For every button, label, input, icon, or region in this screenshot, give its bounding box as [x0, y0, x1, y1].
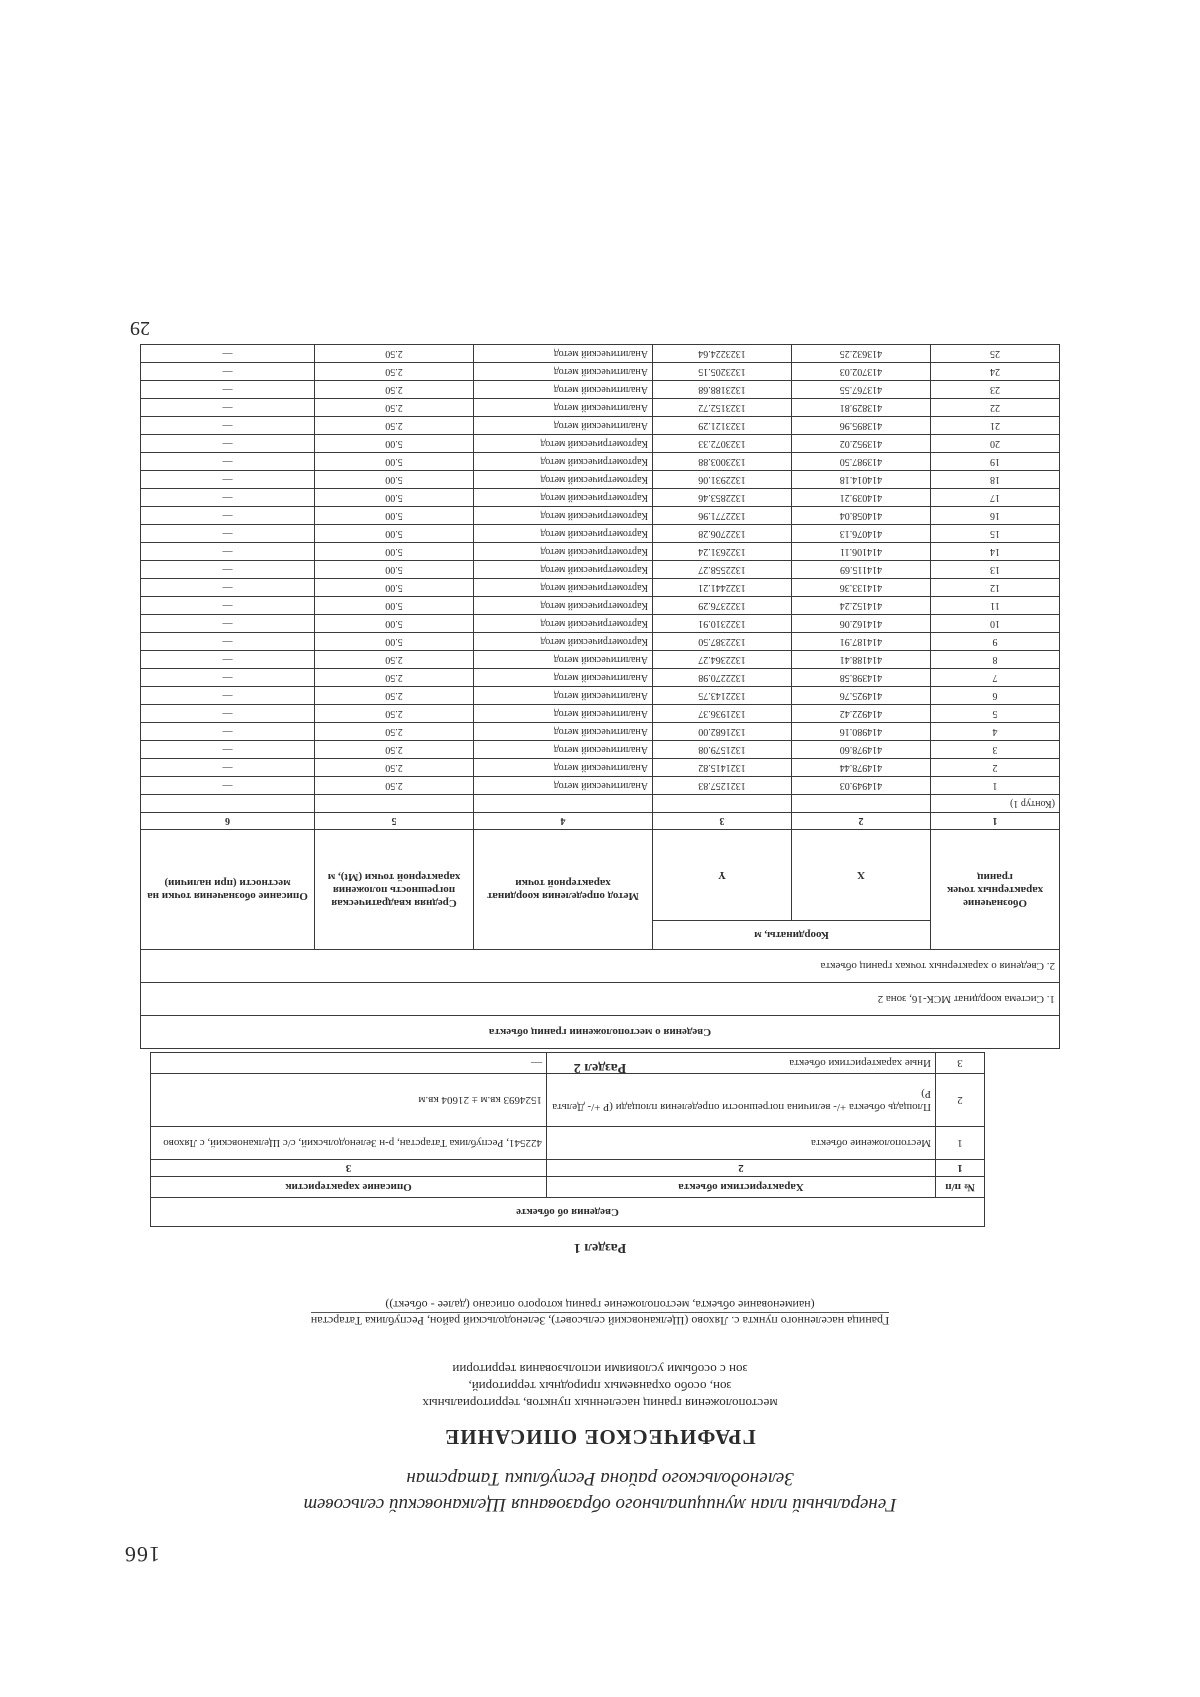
point-x: 414039.21 — [792, 489, 931, 507]
document-title: ГРАФИЧЕСКОЕ ОПИСАНИЕ — [444, 1425, 756, 1449]
table-row — [141, 579, 1060, 597]
row-characteristic: Местоположение объекта — [547, 1127, 936, 1160]
point-method: Картометрический метод — [474, 435, 653, 453]
table1-col-number: 1 — [936, 1160, 985, 1177]
point-y: 1323003.88 — [653, 453, 792, 471]
point-x: 414398.58 — [792, 669, 931, 687]
point-description: — — [141, 435, 315, 453]
row-number: 2 — [936, 1074, 985, 1127]
point-accuracy: 5.00 — [315, 615, 474, 633]
table-row — [141, 507, 1060, 525]
table-row — [141, 741, 1060, 759]
point-x: 414152.24 — [792, 597, 931, 615]
point-method: Картометрический метод — [474, 615, 653, 633]
header-accuracy: Средняя квадратическая погрешность положения характерной точки (Mt), м — [315, 830, 474, 950]
table-row — [141, 561, 1060, 579]
point-method: Картометрический метод — [474, 453, 653, 471]
point-accuracy: 5.00 — [315, 597, 474, 615]
point-description: — — [141, 345, 315, 363]
point-x: 413767.55 — [792, 381, 931, 399]
point-number: 9 — [931, 633, 1060, 651]
point-description: — — [141, 363, 315, 381]
point-method: Картометрический метод — [474, 597, 653, 615]
object-info-table — [150, 1052, 985, 1227]
point-x: 414949.03 — [792, 777, 931, 795]
table2-col-number: 5 — [315, 813, 474, 830]
point-method: Аналитический метод — [474, 399, 653, 417]
page-number-bottom: 29 — [130, 317, 150, 339]
document-subtitle — [150, 1361, 1050, 1412]
header-method: Метод определения координат характерной точки — [474, 830, 653, 950]
point-method: Картометрический метод — [474, 561, 653, 579]
point-y: 1322387.50 — [653, 633, 792, 651]
point-number: 15 — [931, 525, 1060, 543]
point-x: 414922.42 — [792, 705, 931, 723]
row-characteristic: Иные характеристики объекта — [547, 1053, 936, 1074]
table-row — [151, 1074, 985, 1127]
point-number: 6 — [931, 687, 1060, 705]
point-accuracy: 2.50 — [315, 399, 474, 417]
point-description: — — [141, 507, 315, 525]
point-x: 414076.13 — [792, 525, 931, 543]
point-x: 414188.41 — [792, 651, 931, 669]
header-y: Y — [653, 830, 792, 921]
header-point-designation: Обозначение характерных точек границ — [931, 830, 1060, 950]
point-x: 414978.44 — [792, 759, 931, 777]
point-y: 1322771.96 — [653, 507, 792, 525]
point-y: 1322376.29 — [653, 597, 792, 615]
object-note: (наименование объекта, местоположение границ которого описано (далее - объект)) — [385, 1298, 815, 1312]
point-x: 413952.02 — [792, 435, 931, 453]
table-row — [141, 453, 1060, 471]
table-row — [141, 363, 1060, 381]
table-row — [141, 651, 1060, 669]
point-number: 16 — [931, 507, 1060, 525]
row-description: 1524693 кв.м ± 21604 кв.м — [151, 1074, 547, 1127]
point-x: 414187.91 — [792, 633, 931, 651]
table-row — [141, 597, 1060, 615]
point-description: — — [141, 597, 315, 615]
points-info-line: 2. Сведения о характерных точках границ объекта — [141, 950, 1060, 983]
point-number: 20 — [931, 435, 1060, 453]
table1-header-number: № п/п — [936, 1177, 985, 1198]
table1-col-number: 3 — [151, 1160, 547, 1177]
point-number: 12 — [931, 579, 1060, 597]
point-x: 414162.06 — [792, 615, 931, 633]
table2-col-number: 3 — [653, 813, 792, 830]
point-accuracy: 2.50 — [315, 669, 474, 687]
point-y: 1323152.72 — [653, 399, 792, 417]
point-number: 22 — [931, 399, 1060, 417]
document-header — [150, 1465, 1050, 1517]
point-accuracy: 5.00 — [315, 471, 474, 489]
section-2-title: Раздел 2 — [573, 1060, 627, 1075]
point-method: Аналитический метод — [474, 759, 653, 777]
point-description: — — [141, 543, 315, 561]
point-y: 1322706.28 — [653, 525, 792, 543]
point-description: — — [141, 651, 315, 669]
point-y: 1322364.27 — [653, 651, 792, 669]
table-row — [141, 633, 1060, 651]
table-row — [141, 345, 1060, 363]
table2-col-number: 4 — [474, 813, 653, 830]
point-y: 1321415.82 — [653, 759, 792, 777]
point-description: — — [141, 687, 315, 705]
point-method: Картометрический метод — [474, 489, 653, 507]
table-row — [141, 435, 1060, 453]
table-row — [141, 759, 1060, 777]
point-method: Аналитический метод — [474, 741, 653, 759]
table1-col-number: 2 — [547, 1160, 936, 1177]
point-method: Аналитический метод — [474, 417, 653, 435]
table-row — [141, 381, 1060, 399]
point-x: 414978.60 — [792, 741, 931, 759]
point-description: — — [141, 759, 315, 777]
page-number-top: 166 — [124, 1542, 160, 1567]
point-accuracy: 2.50 — [315, 723, 474, 741]
point-x: 413987.50 — [792, 453, 931, 471]
table-row — [141, 705, 1060, 723]
row-characteristic: Площадь объекта +/- величина погрешности определения площади (Р +/- Дельта Р) — [547, 1074, 936, 1127]
point-x: 413632.25 — [792, 345, 931, 363]
table-row — [141, 669, 1060, 687]
point-number: 8 — [931, 651, 1060, 669]
point-y: 1322931.06 — [653, 471, 792, 489]
coordinate-system-line: 1. Система координат МСК-16, зона 2 — [141, 983, 1060, 1016]
point-method: Картометрический метод — [474, 507, 653, 525]
table2-col-number: 2 — [792, 813, 931, 830]
point-number: 10 — [931, 615, 1060, 633]
header-description: Описание обозначения точки на местности (при наличии) — [141, 830, 315, 950]
point-accuracy: 5.00 — [315, 489, 474, 507]
point-description: — — [141, 525, 315, 543]
point-number: 11 — [931, 597, 1060, 615]
point-description: — — [141, 723, 315, 741]
point-description: — — [141, 615, 315, 633]
point-number: 5 — [931, 705, 1060, 723]
point-number: 18 — [931, 471, 1060, 489]
point-description: — — [141, 453, 315, 471]
point-accuracy: 5.00 — [315, 561, 474, 579]
point-method: Аналитический метод — [474, 777, 653, 795]
point-method: Аналитический метод — [474, 345, 653, 363]
table2-col-number: 6 — [141, 813, 315, 830]
point-y: 1322853.46 — [653, 489, 792, 507]
point-description: — — [141, 669, 315, 687]
point-description: — — [141, 471, 315, 489]
point-x: 414980.16 — [792, 723, 931, 741]
point-accuracy: 5.00 — [315, 633, 474, 651]
point-x: 413702.03 — [792, 363, 931, 381]
point-y: 1321682.00 — [653, 723, 792, 741]
header-x: X — [792, 830, 931, 921]
point-accuracy: 2.50 — [315, 363, 474, 381]
point-number: 1 — [931, 777, 1060, 795]
point-accuracy: 5.00 — [315, 507, 474, 525]
point-description: — — [141, 777, 315, 795]
point-description: — — [141, 633, 315, 651]
point-method: Аналитический метод — [474, 651, 653, 669]
point-y: 1321936.37 — [653, 705, 792, 723]
subtitle-line-1: местоположения границ населенных пунктов, территориальных — [422, 1396, 778, 1411]
table-row — [141, 543, 1060, 561]
points-body — [141, 345, 1060, 795]
header-coordinates: Координаты, м — [653, 921, 931, 950]
point-y: 1322631.24 — [653, 543, 792, 561]
row-number: 3 — [936, 1053, 985, 1074]
point-accuracy: 2.50 — [315, 381, 474, 399]
point-accuracy: 2.50 — [315, 687, 474, 705]
point-description: — — [141, 489, 315, 507]
point-number: 4 — [931, 723, 1060, 741]
point-accuracy: 5.00 — [315, 543, 474, 561]
table1-header-characteristic: Характеристики объекта — [547, 1177, 936, 1198]
point-x: 414058.04 — [792, 507, 931, 525]
point-number: 2 — [931, 759, 1060, 777]
point-description: — — [141, 705, 315, 723]
row-description: — — [151, 1053, 547, 1074]
point-method: Аналитический метод — [474, 381, 653, 399]
boundary-points-table — [140, 344, 1060, 1049]
point-y: 1322270.98 — [653, 669, 792, 687]
object-line: Граница населенного пункта с. Ляхово (Щелкановский сельсовет), Зеленодольский район, Республика Татарстан — [310, 1314, 890, 1328]
point-accuracy: 5.00 — [315, 453, 474, 471]
point-number: 21 — [931, 417, 1060, 435]
table1-caption: Сведения об объекте — [151, 1198, 985, 1227]
point-method: Аналитический метод — [474, 723, 653, 741]
point-method: Аналитический метод — [474, 687, 653, 705]
table-row — [141, 489, 1060, 507]
point-number: 23 — [931, 381, 1060, 399]
point-y: 1322310.91 — [653, 615, 792, 633]
table2-col-number: 1 — [931, 813, 1060, 830]
point-y: 1321579.08 — [653, 741, 792, 759]
point-accuracy: 5.00 — [315, 525, 474, 543]
point-x: 414014.18 — [792, 471, 931, 489]
point-y: 1322143.75 — [653, 687, 792, 705]
point-y: 1322441.21 — [653, 579, 792, 597]
point-number: 3 — [931, 741, 1060, 759]
point-accuracy: 2.50 — [315, 345, 474, 363]
point-method: Аналитический метод — [474, 363, 653, 381]
point-x: 413829.81 — [792, 399, 931, 417]
point-accuracy: 2.50 — [315, 741, 474, 759]
point-y: 1321257.83 — [653, 777, 792, 795]
row-description: 422541, Республика Татарстан, р-н Зеленодольский, с/с Щелкановский, с Ляхово — [151, 1127, 547, 1160]
point-y: 1323121.29 — [653, 417, 792, 435]
point-method: Аналитический метод — [474, 669, 653, 687]
table1-header-description: Описание характеристик — [151, 1177, 547, 1198]
point-accuracy: 5.00 — [315, 435, 474, 453]
header-line-1: Генеральный план муниципального образования Щелкановский сельсовет — [303, 1494, 897, 1515]
point-x: 414115.69 — [792, 561, 931, 579]
point-method: Аналитический метод — [474, 705, 653, 723]
point-y: 1323188.68 — [653, 381, 792, 399]
point-method: Картометрический метод — [474, 543, 653, 561]
point-accuracy: 2.50 — [315, 777, 474, 795]
table-row — [141, 417, 1060, 435]
point-description: — — [141, 417, 315, 435]
table-row — [141, 777, 1060, 795]
point-x: 414106.11 — [792, 543, 931, 561]
point-x: 414925.76 — [792, 687, 931, 705]
point-number: 17 — [931, 489, 1060, 507]
subtitle-line-2: зон, особо охраняемых природных территорий, — [468, 1379, 732, 1394]
point-number: 25 — [931, 345, 1060, 363]
point-description: — — [141, 399, 315, 417]
point-accuracy: 2.50 — [315, 759, 474, 777]
point-number: 13 — [931, 561, 1060, 579]
point-accuracy: 2.50 — [315, 705, 474, 723]
point-number: 7 — [931, 669, 1060, 687]
point-y: 1322558.27 — [653, 561, 792, 579]
table-row — [141, 687, 1060, 705]
section-1-title: Раздел 1 — [573, 1240, 627, 1255]
point-method: Картометрический метод — [474, 471, 653, 489]
table2-caption: Сведения о местоположении границ объекта — [141, 1016, 1060, 1049]
point-x: 413895.96 — [792, 417, 931, 435]
point-accuracy: 5.00 — [315, 579, 474, 597]
table-row — [151, 1127, 985, 1160]
point-description: — — [141, 561, 315, 579]
point-description: — — [141, 741, 315, 759]
point-method: Картометрический метод — [474, 525, 653, 543]
point-x: 414133.36 — [792, 579, 931, 597]
contour-label: (Контур 1) — [931, 795, 1060, 813]
point-number: 19 — [931, 453, 1060, 471]
point-method: Картометрический метод — [474, 633, 653, 651]
row-number: 1 — [936, 1127, 985, 1160]
table-row — [141, 399, 1060, 417]
table-row — [141, 723, 1060, 741]
table-row — [141, 615, 1060, 633]
object-description — [150, 1297, 1050, 1329]
point-accuracy: 2.50 — [315, 651, 474, 669]
point-number: 24 — [931, 363, 1060, 381]
table-row — [141, 471, 1060, 489]
subtitle-line-3: зон с особыми условиями использования территории — [452, 1362, 748, 1377]
point-y: 1323205.15 — [653, 363, 792, 381]
header-line-2: Зеленодольского района Республики Татарстан — [406, 1468, 794, 1489]
point-number: 14 — [931, 543, 1060, 561]
point-y: 1323072.33 — [653, 435, 792, 453]
table-row — [141, 525, 1060, 543]
point-y: 1323224.64 — [653, 345, 792, 363]
point-accuracy: 2.50 — [315, 417, 474, 435]
point-method: Картометрический метод — [474, 579, 653, 597]
point-description: — — [141, 381, 315, 399]
point-description: — — [141, 579, 315, 597]
